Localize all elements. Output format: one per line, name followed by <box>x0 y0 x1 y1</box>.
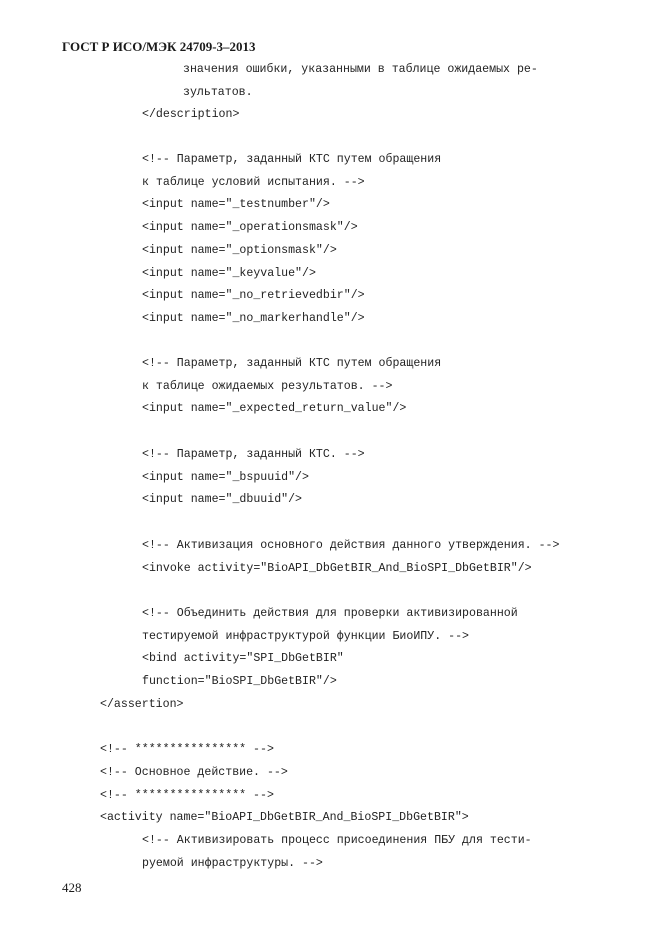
code-line: <bind activity="SPI_DbGetBIR" <box>142 652 344 665</box>
code-comment: <!-- Параметр, заданный КТС путем обращения <box>142 357 442 370</box>
code-comment: руемой инфраструктуры. --> <box>142 857 323 870</box>
code-line: <input name="_optionsmask"/> <box>142 244 337 257</box>
code-comment: <!-- **************** --> <box>100 743 274 756</box>
code-line: <input name="_no_retrievedbir"/> <box>142 289 365 302</box>
code-comment: <!-- Активизация основного действия данного утверждения. --> <box>142 539 560 552</box>
code-line: <input name="_expected_return_value"/> <box>142 402 407 415</box>
code-line: <input name="_testnumber"/> <box>142 198 330 211</box>
code-line: </assertion> <box>100 698 184 711</box>
code-line: <input name="_dbuuid"/> <box>142 493 303 506</box>
code-line: </description> <box>142 108 240 121</box>
code-line: <input name="_bspuuid"/> <box>142 471 309 484</box>
code-line: <input name="_no_markerhandle"/> <box>142 312 365 325</box>
code-line: значения ошибки, указанными в таблице ожидаемых ре- <box>183 63 538 76</box>
code-line: зультатов. <box>183 86 253 99</box>
code-comment: тестируемой инфраструктурой функции БиоИПУ. --> <box>142 630 469 643</box>
code-line: function="BioSPI_DbGetBIR"/> <box>142 675 337 688</box>
code-comment: <!-- **************** --> <box>100 789 274 802</box>
code-line: <input name="_keyvalue"/> <box>142 267 316 280</box>
code-comment: <!-- Активизировать процесс присоединения ПБУ для тести- <box>142 834 532 847</box>
code-comment: к таблице условий испытания. --> <box>142 176 365 189</box>
code-comment: <!-- Параметр, заданный КТС. --> <box>142 448 365 461</box>
code-line: <invoke activity="BioAPI_DbGetBIR_And_BioSPI_DbGetBIR"/> <box>142 562 532 575</box>
code-comment: <!-- Объединить действия для проверки активизированной <box>142 607 518 620</box>
code-line: <input name="_operationsmask"/> <box>142 221 358 234</box>
code-comment: к таблице ожидаемых результатов. --> <box>142 380 393 393</box>
code-comment: <!-- Основное действие. --> <box>100 766 288 779</box>
code-comment: <!-- Параметр, заданный КТС путем обращения <box>142 153 442 166</box>
standard-title: ГОСТ Р ИСО/МЭК 24709-3–2013 <box>62 39 256 54</box>
code-line: <activity name="BioAPI_DbGetBIR_And_BioSPI_DbGetBIR"> <box>100 811 469 824</box>
page-number: 428 <box>62 880 82 895</box>
